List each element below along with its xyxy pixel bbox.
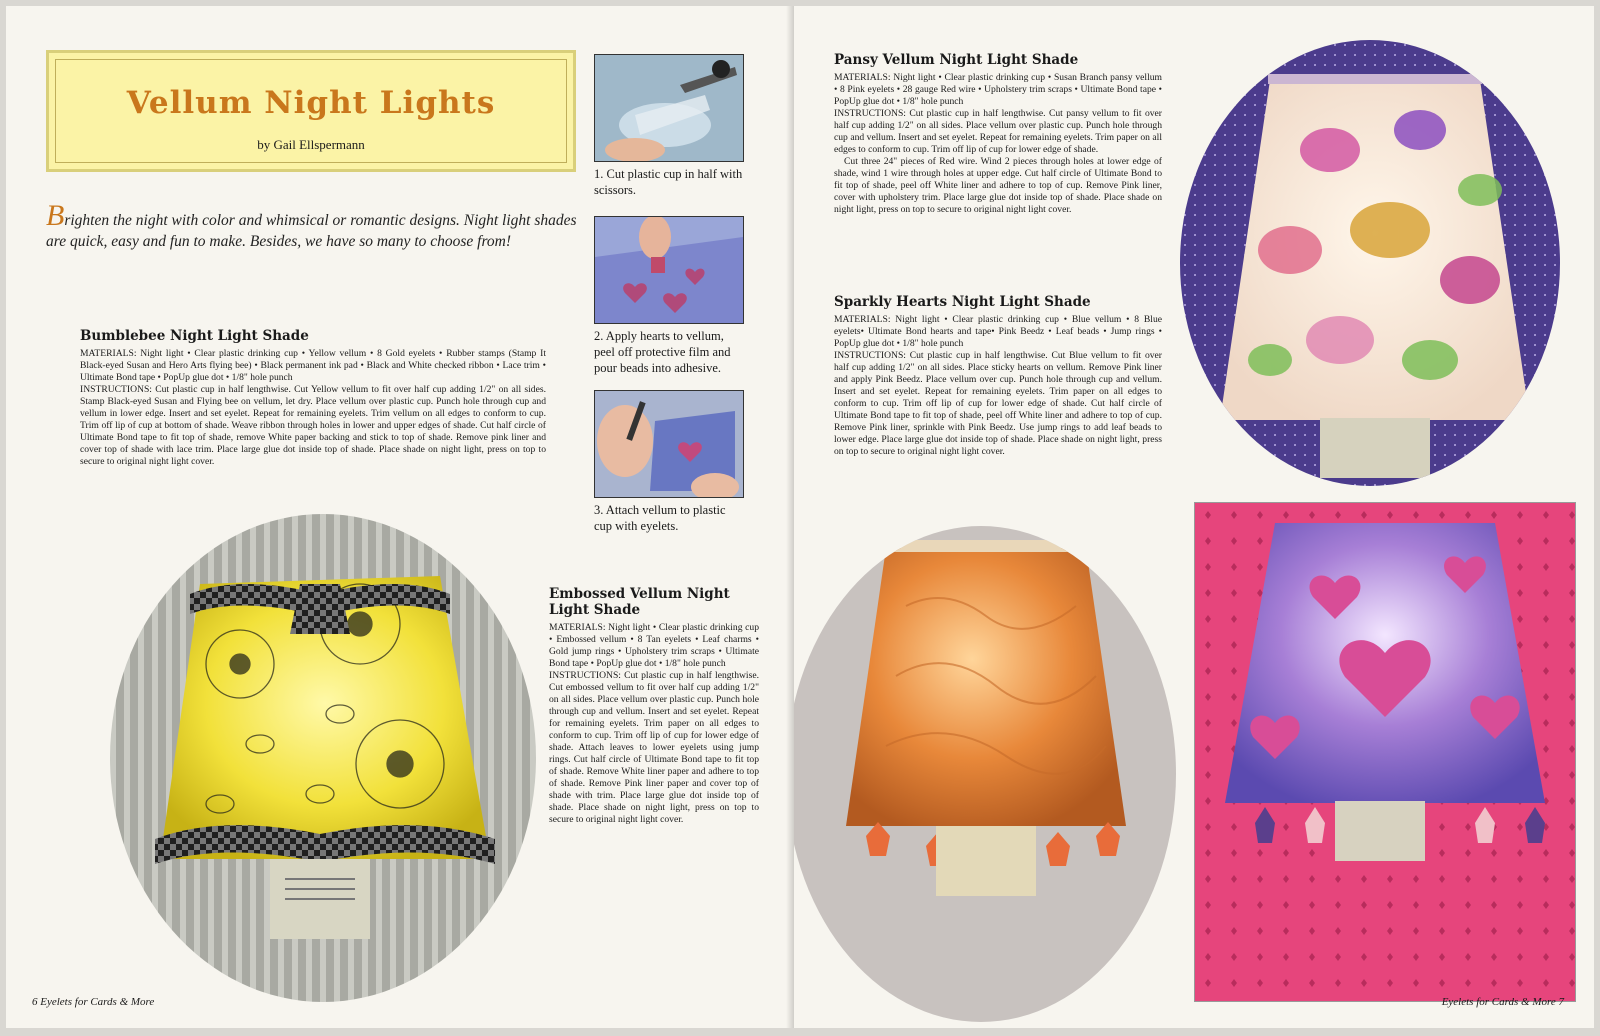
embossed-heading: Embossed Vellum Night Light Shade <box>549 586 730 618</box>
pansy-instructions: INSTRUCTIONS: Cut plastic cup in half lengthwise. Cut pansy vellum to fit over half cup adding 1/2" on all sides. Place vellum over plastic cup. Punch hole through cup and vellum. Insert and set eyelet. Repeat for remaining eyelets. Trim paper on all edges to conform to cup. Trim off lip of cup for lower edge of shade. <box>834 108 1162 155</box>
bumblebee-section <box>80 328 546 468</box>
sparkly-section <box>834 294 1162 458</box>
embossed-night-light-photo <box>794 526 1176 1022</box>
step-1-caption: 1. Cut plastic cup in half with scissors. <box>594 167 743 197</box>
scissors-cutting-cup-illustration <box>595 55 743 161</box>
sparkly-instructions: INSTRUCTIONS: Cut plastic cup in half lengthwise. Cut Blue vellum to fit over half cup adding 1/2" on all sides. Place sticky hearts on vellum. Remove Pink liner and apply Pink Beedz. Place vellum over cup. Punch hole through cup and vellum. Insert and set eyelet. Repeat for remaining eyelets. Trim paper on all edges to conform to cup. Trim off lip of cup for lower edge of shade. Cut half circle of Ultimate Bond tape to fit top of shade, peel off White liner and adhere to top of cup. Remove Pink liner, sprinkle with Pink Beedz. Use jump rings to add leaf beads to lower edge. Place large glue dot inside top of shade. Place shade on night light, press on top to secure to original night light cover. <box>834 350 1162 457</box>
step-2-caption: 2. Apply hearts to vellum, peel off protective film and pour beads into adhesive. <box>594 329 731 375</box>
embossed-materials: MATERIALS: Night light • Clear plastic drinking cup • Embossed vellum • 8 Tan eyelets • Leaf charms • Gold jump rings • Upholstery trim scraps • Ultimate Bond tape • PopUp glue dot • 1/8" hole punch <box>549 622 759 669</box>
bumblebee-night-light-photo <box>110 514 536 1002</box>
pansy-instructions-2: Cut three 24" pieces of Red wire. Wind 2 pieces through holes at lower edge of shade, wind 1 wire through holes at upper edge. Cut half circle of Ultimate Bond to fit top of shade, peel off White liner and adhere to top of cup. Remove Pink liner, cover with upholstery trim. Place large glue dot inside top of shade. Place shade on night light, press on top to secure to original night light cover. <box>834 156 1162 215</box>
left-page <box>6 6 794 1028</box>
bumblebee-heading: Bumblebee Night Light Shade <box>80 328 309 344</box>
pansy-section <box>834 52 1162 216</box>
embossed-shade-illustration <box>794 526 1176 1022</box>
bumblebee-body <box>80 348 546 468</box>
left-folio: 6 Eyelets for Cards & More <box>32 996 155 1008</box>
attaching-vellum-illustration <box>595 391 743 497</box>
right-page <box>794 6 1594 1028</box>
embossed-body <box>549 622 759 826</box>
step-1-photo <box>594 54 744 162</box>
bumblebee-materials: MATERIALS: Night light • Clear plastic drinking cup • Yellow vellum • 8 Gold eyelets • Rubber stamps (Stamp It Black-eyed Susan and Hero Arts flying bee) • Black permanent ink pad • Black and White checked ribbon • Lace trim • Ultimate Bond tape • PopUp glue dot • 1/8" hole punch <box>80 348 546 383</box>
sparkly-hearts-night-light-photo <box>1194 502 1576 1002</box>
pansy-shade-illustration <box>1180 40 1560 486</box>
sparkly-body <box>834 314 1162 458</box>
intro-paragraph <box>46 199 580 252</box>
sparkly-hearts-shade-illustration <box>1195 503 1575 1001</box>
pansy-materials: MATERIALS: Night light • Clear plastic drinking cup • Susan Branch pansy vellum • 8 Pink eyelets • 28 gauge Red wire • Upholstery trim scraps • Ultimate Bond tape • PopUp glue dot • 1/8" hole punch <box>834 72 1162 107</box>
embossed-instructions: INSTRUCTIONS: Cut plastic cup in half lengthwise. Cut embossed vellum to fit over half cup adding 1/2" on all sides. Place vellum over plastic cup. Punch hole through cup and vellum. Insert and set eyelet. Repeat for remaining eyelets. Trim paper on all edges to conform to cup. Trim off lip of cup for lower edge of shade. Attach leaves to lower eyelets using jump rings. Cut half circle of Ultimate Bond tape to fit top of shade. Remove White liner paper and adhere to top of shade. Remove Pink liner paper and cover top of shade with trim. Place large glue dot inside top of shade. Place shade on night light, press on top to secure to original night light cover. <box>549 670 759 825</box>
sparkly-materials: MATERIALS: Night light • Clear plastic drinking cup • Blue vellum • 8 Blue eyelets• Ultimate Bond hearts and tape• Pink Beedz • Leaf beads • Jump rings • PopUp glue dot • 1/8" hole punch <box>834 314 1162 349</box>
bumblebee-shade-illustration <box>110 514 536 1002</box>
sparkly-heading: Sparkly Hearts Night Light Shade <box>834 294 1091 310</box>
intro-text: righten the night with color and whimsical or romantic designs. Night light shades are quick, easy and fun to make. Besides, we have so many to choose from! <box>46 212 577 250</box>
step-3-caption: 3. Attach vellum to plastic cup with eyelets. <box>594 503 726 533</box>
step-3-photo <box>594 390 744 498</box>
title-box <box>46 50 576 172</box>
page-title: Vellum Night Lights <box>126 85 496 121</box>
pansy-night-light-photo <box>1180 40 1560 486</box>
hearts-on-vellum-illustration <box>595 217 743 323</box>
right-folio: Eyelets for Cards & More 7 <box>1441 996 1564 1008</box>
embossed-section <box>549 586 759 826</box>
byline: by Gail Ellspermann <box>257 137 365 152</box>
pansy-heading: Pansy Vellum Night Light Shade <box>834 52 1079 68</box>
pansy-body <box>834 72 1162 216</box>
step-2-photo <box>594 216 744 324</box>
bumblebee-instructions: INSTRUCTIONS: Cut plastic cup in half lengthwise. Cut Yellow vellum to fit over half cup adding 1/2" on all sides. Stamp Black-eyed Susan and Flying bee on vellum, let dry. Place vellum over plastic cup. Punch hole through cup and vellum in lower edge. Insert and set eyelet. Repeat for remaining eyelets. Trim vellum on all edges to conform to cup. Trim off lip of cup at bottom of shade. Weave ribbon through holes in lower and upper edges of shade. Cut half circle of Ultimate Bond tape to fit top of shade, remove White paper backing and stick to top of shade. Remove pink liner and cover top of shade with lace trim. Place large glue dot inside top of shade. Place shade on night light, press on top to secure to original night light cover. <box>80 384 546 467</box>
drop-cap: B <box>46 199 65 232</box>
